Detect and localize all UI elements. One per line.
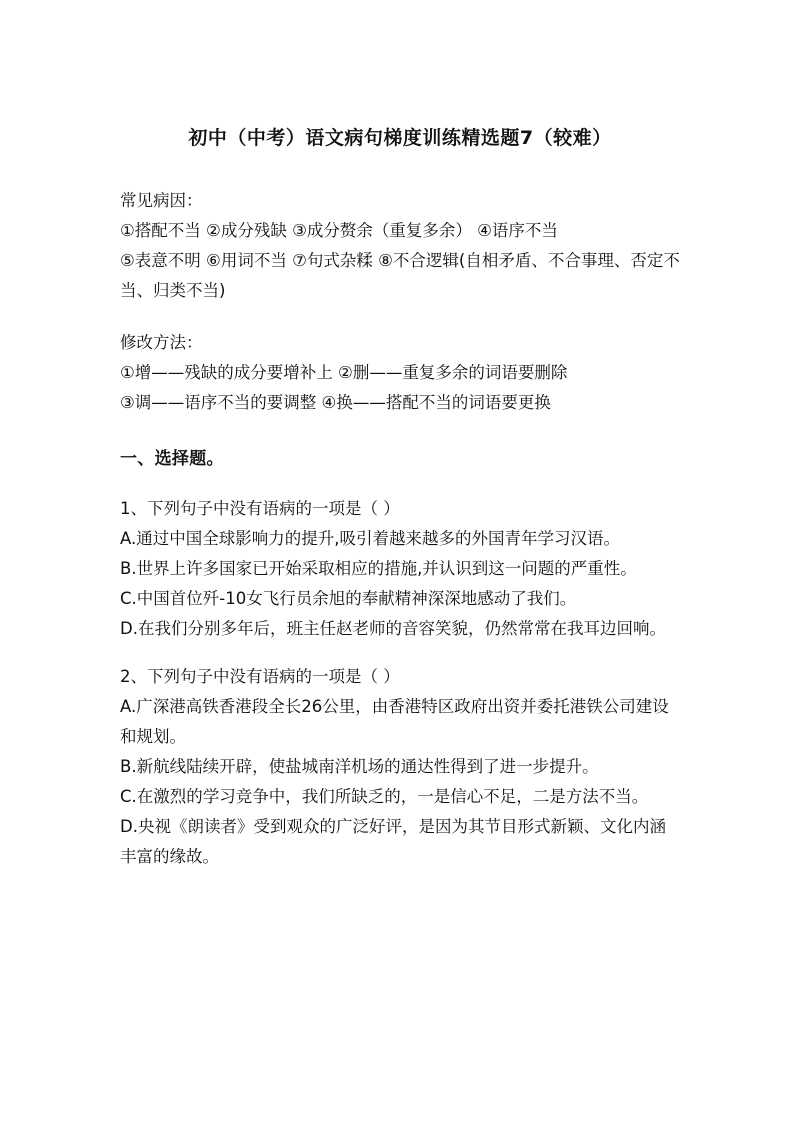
common-causes-block (120, 186, 680, 306)
common-causes-line-2: ⑤表意不明 ⑥用词不当 ⑦句式杂糅 ⑧不合逻辑(自相矛盾、不合事理、否定不当、归类不当) (120, 251, 680, 300)
option-a: A.广深港高铁香港段全长26公里，由香港特区政府出资并委托港铁公司建设和规划。 (120, 697, 669, 746)
option-b: B.新航线陆续开辟，使盐城南洋机场的通达性得到了进一步提升。 (120, 757, 599, 776)
common-causes-label: 常见病因： (120, 191, 203, 210)
page-title: 初中（中考）语文病句梯度训练精选题7（较难） (188, 127, 612, 149)
option-c: C.中国首位歼-10女飞行员余旭的奉献精神深深地感动了我们。 (120, 589, 577, 608)
option-d: D.在我们分别多年后，班主任赵老师的音容笑貌，仍然常常在我耳边回响。 (120, 619, 666, 638)
fix-methods-label: 修改方法： (120, 333, 203, 352)
fix-methods-block (120, 328, 680, 418)
option-b: B.世界上许多国家已开始采取相应的措施,并认识到这一问题的严重性。 (120, 559, 637, 578)
question-1 (120, 494, 680, 644)
document-content (120, 124, 680, 872)
common-causes-line-1: ①搭配不当 ②成分残缺 ③成分赘余（重复多余） ④语序不当 (120, 221, 558, 240)
option-d: D.央视《朗读者》受到观众的广泛好评，是因为其节目形式新颖、文化内涵丰富的缘故。 (120, 817, 666, 866)
question-stem: 2、下列句子中没有语病的一项是（ ） (120, 667, 400, 686)
question-2 (120, 662, 680, 872)
fix-methods-line-1: ①增——残缺的成分要增补上 ②删——重复多余的词语要删除 (120, 363, 568, 382)
section-title: 一、选择题。 (120, 449, 224, 469)
option-a: A.通过中国全球影响力的提升,吸引着越来越多的外国青年学习汉语。 (120, 529, 620, 548)
option-c: C.在激烈的学习竞争中，我们所缺乏的，一是信心不足，二是方法不当。 (120, 787, 649, 806)
fix-methods-line-2: ③调——语序不当的要调整 ④换——搭配不当的词语要更换 (120, 393, 551, 412)
question-stem: 1、下列句子中没有语病的一项是（ ） (120, 499, 400, 518)
